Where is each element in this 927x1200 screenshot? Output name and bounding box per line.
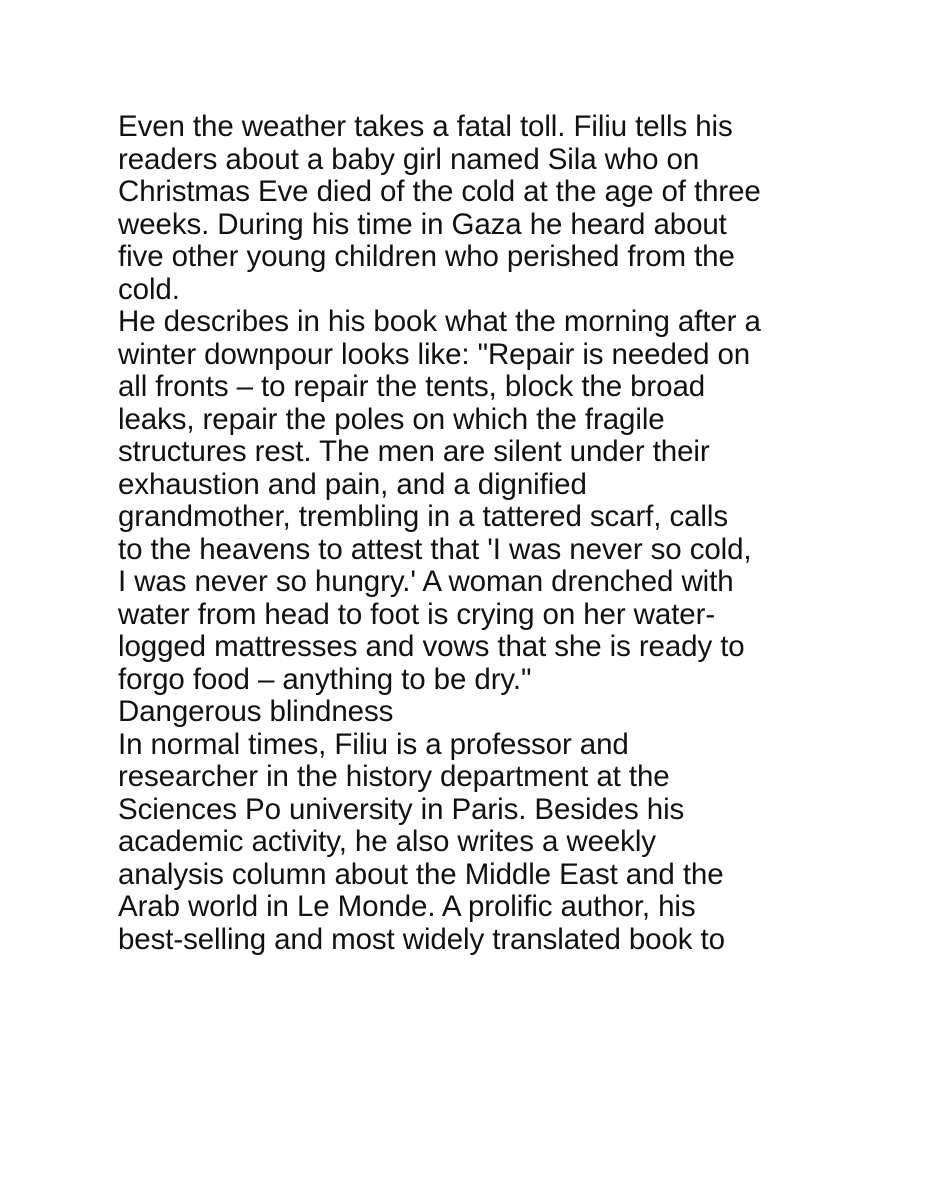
paragraph-weather <box>118 111 838 306</box>
paragraph-downpour-quote <box>118 306 838 696</box>
text-line: Christmas Eve died of the cold at the age of three <box>118 175 761 208</box>
document-page <box>118 111 838 956</box>
text-line: best-selling and most widely translated book to <box>118 922 725 956</box>
text-line: logged mattresses and vows that she is ready to <box>118 630 745 663</box>
text-line: Sciences Po university in Paris. Besides his <box>118 792 685 826</box>
text-line: I was never so hungry.' A woman drenched with <box>118 565 734 598</box>
text-line: readers about a baby girl named Sila who on <box>118 142 700 176</box>
section-heading <box>118 696 838 729</box>
text-line: structures rest. The men are silent under their <box>118 435 710 468</box>
text-line: Even the weather takes a fatal toll. Filiu tells his <box>118 110 733 143</box>
text-line: He describes in his book what the morning after a <box>118 305 761 338</box>
text-line: researcher in the history department at the <box>118 760 670 793</box>
text-line: leaks, repair the poles on which the fragile <box>118 402 665 436</box>
text-line: five other young children who perished from the <box>118 240 735 273</box>
section-heading-text: Dangerous blindness <box>118 695 394 728</box>
text-line: weeks. During his time in Gaza he heard about <box>118 207 727 241</box>
text-line: to the heavens to attest that 'I was never so cold, <box>118 532 752 566</box>
text-line: academic activity, he also writes a weekly <box>118 825 656 858</box>
text-line: In normal times, Filiu is a professor and <box>118 727 629 761</box>
paragraph-biography <box>118 729 838 957</box>
text-line: winter downpour looks like: "Repair is needed on <box>118 337 751 371</box>
text-line: exhaustion and pain, and a dignified <box>118 467 587 501</box>
text-line: water from head to foot is crying on her water- <box>118 597 716 631</box>
text-line: Arab world in Le Monde. A prolific author, his <box>118 890 696 923</box>
text-line: grandmother, trembling in a tattered scarf, calls <box>118 500 728 533</box>
text-line: cold. <box>118 272 180 306</box>
text-line: all fronts – to repair the tents, block the broad <box>118 370 706 403</box>
text-line: forgo food – anything to be dry." <box>118 662 532 696</box>
text-line: analysis column about the Middle East and the <box>118 857 724 891</box>
